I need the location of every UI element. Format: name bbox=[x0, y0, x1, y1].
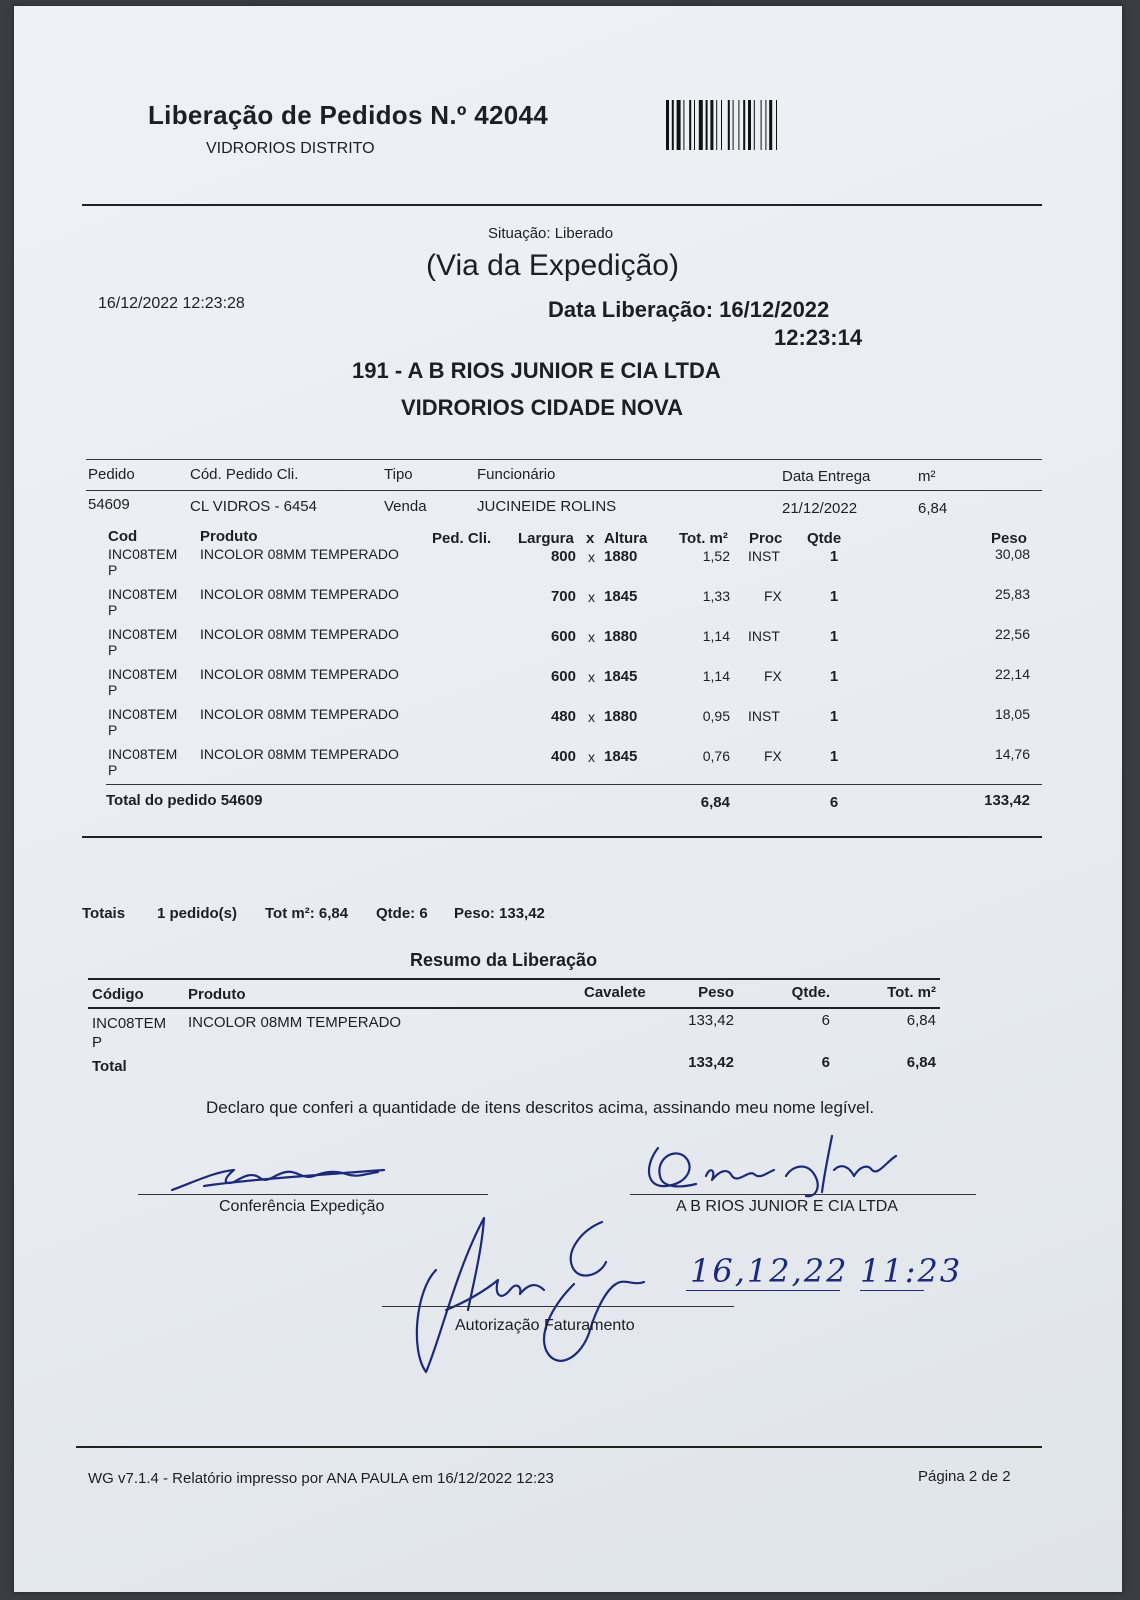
order-total-qtde: 6 bbox=[829, 794, 839, 811]
item-code bbox=[108, 586, 177, 618]
client-signature-label: A B RIOS JUNIOR E CIA LTDA bbox=[676, 1198, 898, 1215]
summary-row-codigo bbox=[92, 1014, 166, 1052]
summary-row-qtde: 6 bbox=[821, 1012, 830, 1029]
barcode-bar bbox=[776, 100, 777, 150]
declaration-text: Declaro que conferi a quantidade de itens descritos acima, assinando meu nome legível. bbox=[206, 1098, 875, 1117]
billing-signature-line bbox=[382, 1306, 734, 1307]
summary-total-peso: 133,42 bbox=[688, 1054, 734, 1071]
release-time: 12:23:14 bbox=[774, 325, 863, 350]
item-code-line1: INC08TEM bbox=[108, 746, 178, 762]
summary-total-tot-m2: 6,84 bbox=[906, 1054, 936, 1071]
summary-codigo-line2: P bbox=[92, 1034, 103, 1051]
item-weight: 22,56 bbox=[994, 626, 1030, 642]
totals-m2: Tot m²: 6,84 bbox=[265, 905, 349, 922]
company-name: VIDRORIOS DISTRITO bbox=[206, 140, 375, 157]
item-m2: 0,76 bbox=[702, 748, 730, 764]
col-funcionario: Funcionário bbox=[477, 466, 556, 483]
barcode-bar bbox=[716, 100, 717, 150]
page-number: Página 2 de 2 bbox=[918, 1468, 1011, 1485]
item-times-sign: x bbox=[588, 629, 595, 645]
handwritten-time-underline bbox=[860, 1290, 924, 1291]
item-weight: 14,76 bbox=[994, 746, 1030, 762]
col-m2: m² bbox=[918, 468, 936, 485]
item-weight: 22,14 bbox=[994, 666, 1030, 682]
col-ped-cli: Ped. Cli. bbox=[432, 530, 492, 547]
items-bottom-divider bbox=[82, 836, 1042, 838]
item-code-line2: P bbox=[108, 562, 118, 578]
item-product: INCOLOR 08MM TEMPERADO bbox=[200, 586, 399, 602]
item-code-line1: INC08TEM bbox=[108, 706, 178, 722]
item-product: INCOLOR 08MM TEMPERADO bbox=[200, 626, 399, 642]
summary-header-line bbox=[88, 1007, 940, 1009]
client-signature-line bbox=[630, 1194, 976, 1195]
col-x: x bbox=[586, 530, 595, 547]
summary-total-qtde: 6 bbox=[821, 1054, 830, 1071]
item-width: 400 bbox=[550, 748, 576, 765]
header-divider bbox=[82, 204, 1042, 206]
summary-col-tot-m2: Tot. m² bbox=[887, 984, 936, 1001]
summary-codigo-line1: INC08TEM bbox=[92, 1015, 167, 1032]
barcode-bar bbox=[683, 100, 684, 150]
item-times-sign: x bbox=[588, 749, 595, 765]
barcode-bar bbox=[769, 100, 772, 150]
item-width: 800 bbox=[550, 548, 576, 565]
handwritten-date: 16,12,22 bbox=[690, 1252, 849, 1290]
item-m2: 1,52 bbox=[702, 548, 730, 564]
order-total-label: Total do pedido 54609 bbox=[106, 792, 263, 809]
item-height: 1845 bbox=[604, 748, 638, 765]
item-weight: 25,83 bbox=[994, 586, 1030, 602]
item-height: 1845 bbox=[604, 588, 638, 605]
item-times-sign: x bbox=[588, 549, 595, 565]
item-process: FX bbox=[764, 748, 782, 764]
item-product: INCOLOR 08MM TEMPERADO bbox=[200, 746, 399, 762]
item-code bbox=[108, 626, 177, 658]
order-m2: 6,84 bbox=[918, 500, 948, 517]
item-qty: 1 bbox=[829, 748, 839, 765]
item-code-line1: INC08TEM bbox=[108, 586, 178, 602]
item-qty: 1 bbox=[829, 708, 839, 725]
barcode-bar bbox=[754, 100, 755, 150]
col-peso: Peso bbox=[991, 530, 1027, 547]
col-cod-pedido-cli: Cód. Pedido Cli. bbox=[190, 466, 299, 483]
item-code-line2: P bbox=[108, 682, 118, 698]
barcode-bar bbox=[672, 100, 674, 150]
release-date: Data Liberação: 16/12/2022 bbox=[548, 297, 830, 322]
item-code bbox=[108, 666, 177, 698]
col-pedido: Pedido bbox=[88, 466, 135, 483]
item-qty: 1 bbox=[829, 668, 839, 685]
item-width: 600 bbox=[550, 628, 576, 645]
expedition-signature-label: Conferência Expedição bbox=[219, 1198, 385, 1215]
printed-datetime: 16/12/2022 12:23:28 bbox=[98, 295, 245, 312]
item-qty: 1 bbox=[829, 548, 839, 565]
barcode-bar bbox=[677, 100, 681, 150]
totals-label: Totais bbox=[82, 905, 126, 922]
barcode bbox=[664, 98, 834, 152]
col-proc: Proc bbox=[749, 530, 783, 547]
order-type: Venda bbox=[384, 498, 427, 515]
item-width: 600 bbox=[550, 668, 576, 685]
item-m2: 1,14 bbox=[702, 628, 730, 644]
item-weight: 18,05 bbox=[994, 706, 1030, 722]
order-total-peso: 133,42 bbox=[984, 792, 1030, 809]
item-m2: 1,14 bbox=[702, 668, 730, 684]
summary-row-tot-m2: 6,84 bbox=[906, 1012, 936, 1029]
copy-type: (Via da Expedição) bbox=[426, 249, 679, 282]
item-height: 1880 bbox=[604, 548, 638, 565]
item-height: 1845 bbox=[604, 668, 638, 685]
client-order-code: CL VIDROS - 6454 bbox=[190, 498, 317, 515]
col-tot-m2: Tot. m² bbox=[679, 530, 728, 547]
summary-col-produto: Produto bbox=[188, 986, 246, 1003]
summary-row-peso: 133,42 bbox=[688, 1012, 734, 1029]
item-process: FX bbox=[764, 588, 782, 604]
item-code bbox=[108, 546, 177, 578]
barcode-bar bbox=[728, 100, 730, 150]
barcode-bar bbox=[765, 100, 766, 150]
barcode-bar bbox=[710, 100, 713, 150]
summary-top-line bbox=[88, 978, 940, 980]
item-width: 480 bbox=[550, 708, 576, 725]
document-page bbox=[14, 6, 1122, 1592]
summary-col-qtde: Qtde. bbox=[791, 984, 830, 1001]
barcode-bar bbox=[748, 100, 751, 150]
item-product: INCOLOR 08MM TEMPERADO bbox=[200, 706, 399, 722]
item-m2: 1,33 bbox=[702, 588, 730, 604]
item-code-line1: INC08TEM bbox=[108, 666, 178, 682]
totals-qtde: Qtde: 6 bbox=[376, 905, 428, 922]
item-qty: 1 bbox=[829, 628, 839, 645]
barcode-bar bbox=[706, 100, 708, 150]
item-code-line2: P bbox=[108, 762, 118, 778]
col-produto: Produto bbox=[200, 528, 258, 545]
item-code-line1: INC08TEM bbox=[108, 626, 178, 642]
client-store: VIDRORIOS CIDADE NOVA bbox=[401, 395, 683, 420]
item-height: 1880 bbox=[604, 628, 638, 645]
item-process: INST bbox=[748, 708, 780, 724]
barcode-bar bbox=[721, 100, 722, 150]
barcode-bar bbox=[666, 100, 669, 150]
item-code bbox=[108, 706, 177, 738]
item-times-sign: x bbox=[588, 589, 595, 605]
item-process: FX bbox=[764, 668, 782, 684]
billing-signature-label: Autorização Faturamento bbox=[455, 1317, 635, 1334]
barcode-bar bbox=[738, 100, 739, 150]
item-product: INCOLOR 08MM TEMPERADO bbox=[200, 546, 399, 562]
col-altura: Altura bbox=[604, 530, 648, 547]
item-weight: 30,08 bbox=[994, 546, 1030, 562]
handwritten-date-underline bbox=[686, 1290, 840, 1291]
col-data-entrega: Data Entrega bbox=[782, 468, 871, 485]
item-process: INST bbox=[748, 548, 780, 564]
col-cod: Cod bbox=[108, 528, 138, 545]
document-title: Liberação de Pedidos N.º 42044 bbox=[148, 100, 548, 130]
item-m2: 0,95 bbox=[702, 708, 730, 724]
item-height: 1880 bbox=[604, 708, 638, 725]
situation-label: Situação: Liberado bbox=[488, 225, 614, 242]
summary-col-codigo: Código bbox=[92, 986, 144, 1003]
col-tipo: Tipo bbox=[384, 466, 413, 483]
order-number: 54609 bbox=[88, 496, 130, 513]
col-qtde: Qtde bbox=[807, 530, 842, 547]
item-code-line2: P bbox=[108, 602, 118, 618]
items-total-line bbox=[106, 784, 1042, 785]
item-qty: 1 bbox=[829, 588, 839, 605]
totals-orders: 1 pedido(s) bbox=[157, 905, 238, 922]
summary-col-peso: Peso bbox=[698, 984, 734, 1001]
handwritten-time: 11:23 bbox=[860, 1252, 963, 1290]
order-header-bottom-line bbox=[86, 490, 1042, 491]
summary-col-cavalete: Cavalete bbox=[584, 984, 646, 1001]
delivery-date: 21/12/2022 bbox=[782, 500, 858, 517]
footer-print-info: WG v7.1.4 - Relatório impresso por ANA PAULA em 16/12/2022 12:23 bbox=[88, 1470, 554, 1487]
item-process: INST bbox=[748, 628, 780, 644]
barcode-bar bbox=[743, 100, 745, 150]
totals-peso: Peso: 133,42 bbox=[454, 905, 545, 922]
item-code-line2: P bbox=[108, 642, 118, 658]
expedition-signature-line bbox=[138, 1194, 488, 1195]
item-code-line2: P bbox=[108, 722, 118, 738]
barcode-bar bbox=[699, 100, 703, 150]
client-name: 191 - A B RIOS JUNIOR E CIA LTDA bbox=[352, 358, 721, 383]
item-product: INCOLOR 08MM TEMPERADO bbox=[200, 666, 399, 682]
item-code-line1: INC08TEM bbox=[108, 546, 178, 562]
summary-total-label: Total bbox=[92, 1058, 127, 1075]
barcode-bar bbox=[689, 100, 691, 150]
order-header-top-line bbox=[86, 459, 1042, 460]
order-total-m2: 6,84 bbox=[700, 794, 730, 811]
item-code bbox=[108, 746, 177, 778]
summary-row-produto: INCOLOR 08MM TEMPERADO bbox=[188, 1014, 402, 1031]
item-times-sign: x bbox=[588, 669, 595, 685]
summary-title: Resumo da Liberação bbox=[410, 950, 598, 970]
col-largura: Largura bbox=[518, 530, 574, 547]
barcode-bar bbox=[733, 100, 734, 150]
item-times-sign: x bbox=[588, 709, 595, 725]
employee-name: JUCINEIDE ROLINS bbox=[477, 498, 617, 515]
item-width: 700 bbox=[550, 588, 576, 605]
billing-authorization-signature bbox=[406, 1210, 666, 1380]
expedition-signature bbox=[164, 1156, 394, 1196]
barcode-bar bbox=[694, 100, 695, 150]
barcode-bar bbox=[761, 100, 762, 150]
footer-divider bbox=[76, 1446, 1042, 1448]
